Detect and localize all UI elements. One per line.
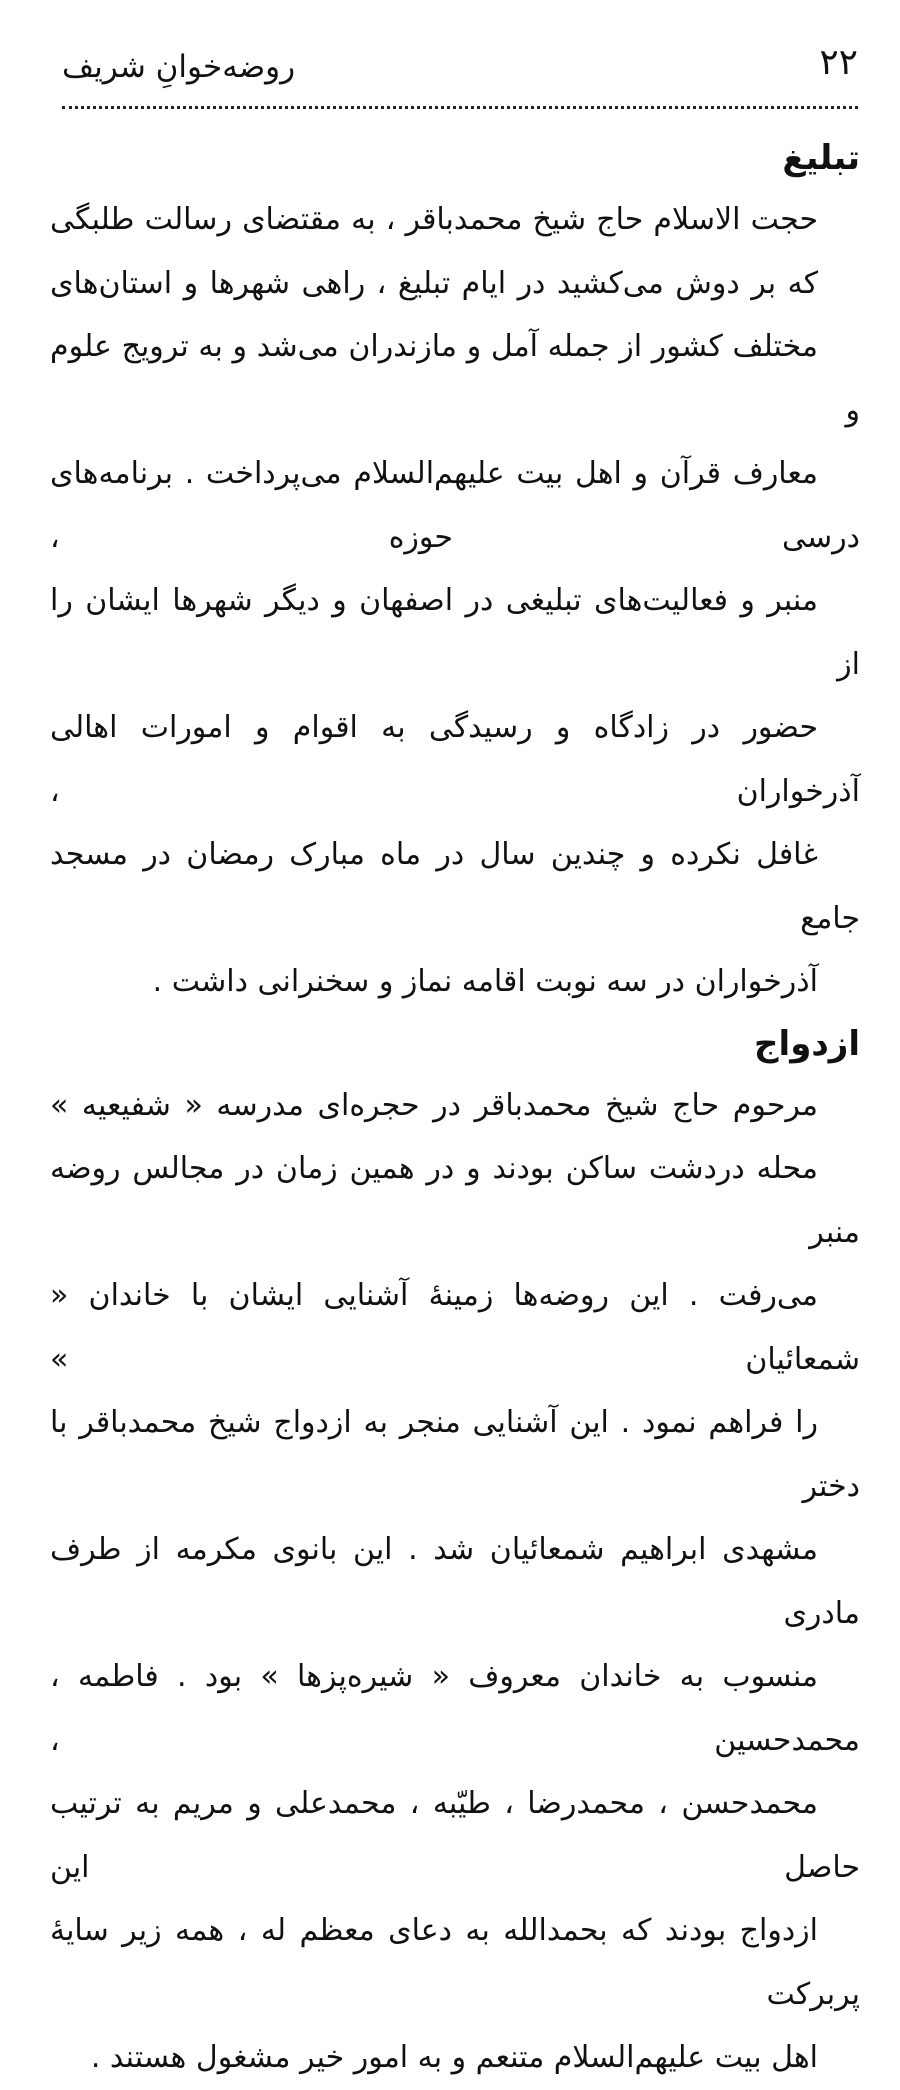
text-line: را فراهم نمود . این آشنایی منجر به ازدواج شیخ محمدباقر با دختر <box>50 1405 860 1504</box>
page-header <box>62 38 858 98</box>
header-dotted-rule <box>62 106 858 109</box>
text-line: منبر و فعالیت‌های تبلیغی در اصفهان و دیگر شهرها ایشان را از <box>50 583 860 682</box>
page-number: ۲۲ <box>819 42 858 83</box>
section-heading-ezdevaj: ازدواج <box>754 1023 860 1064</box>
text-line: محله دردشت ساکن بودند و در همین زمان در مجالس روضه منبر <box>50 1151 860 1250</box>
text-line: اهل بیت علیهم‌السلام متنعم و به امور خیر مشغول هستند . <box>90 2040 818 2075</box>
text-line: حضور در زادگاه و رسیدگی به اقوام و امورات اهالی آذرخواران ، <box>50 710 860 809</box>
text-line: معارف قرآن و اهل بیت علیهم‌السلام می‌پرداخت . برنامه‌های درسی حوزه ، <box>50 456 860 555</box>
section-heading-tabligh: تبلیغ <box>782 138 860 178</box>
text-line: مرحوم حاج شیخ محمدباقر در حجره‌ای مدرسه « شفیعیه » <box>50 1087 818 1123</box>
text-line: محمدحسن ، محمدرضا ، طیّبه ، محمدعلی و مریم به ترتیب حاصل این <box>50 1786 860 1885</box>
running-title: روضه‌خوانِ شریف <box>62 49 296 85</box>
text-line: مختلف کشور از جمله آمل و مازندران می‌شد و به ترویج علوم و <box>50 329 860 428</box>
paragraph-tabligh <box>50 188 860 1014</box>
paragraph-ezdevaj <box>50 1074 860 2090</box>
text-line: می‌رفت . این روضه‌ها زمینهٔ آشنایی ایشان با خاندان « شمعائیان » <box>50 1278 860 1377</box>
page-body <box>50 128 860 2090</box>
text-line: که بر دوش می‌کشید در ایام تبلیغ ، راهی شهرها و استان‌های <box>50 265 818 301</box>
text-line: آذرخواران در سه نوبت اقامه نماز و سخنرانی داشت . <box>152 964 818 999</box>
text-line: ازدواج بودند که بحمدالله به دعای معظم له ، همه زیر سایهٔ پربرکت <box>50 1913 860 2012</box>
text-line: منسوب به خاندان معروف « شیره‌پزها » بود . فاطمه ، محمدحسین ، <box>50 1659 860 1758</box>
text-line: غافل نکرده و چندین سال در ماه مبارک رمضان در مسجد جامع <box>50 837 860 936</box>
text-line: حجت الاسلام حاج شیخ محمدباقر ، به مقتضای رسالت طلبگی <box>50 202 818 237</box>
text-line: مشهدی ابراهیم شمعائیان شد . این بانوی مکرمه از طرف مادری <box>50 1532 860 1631</box>
